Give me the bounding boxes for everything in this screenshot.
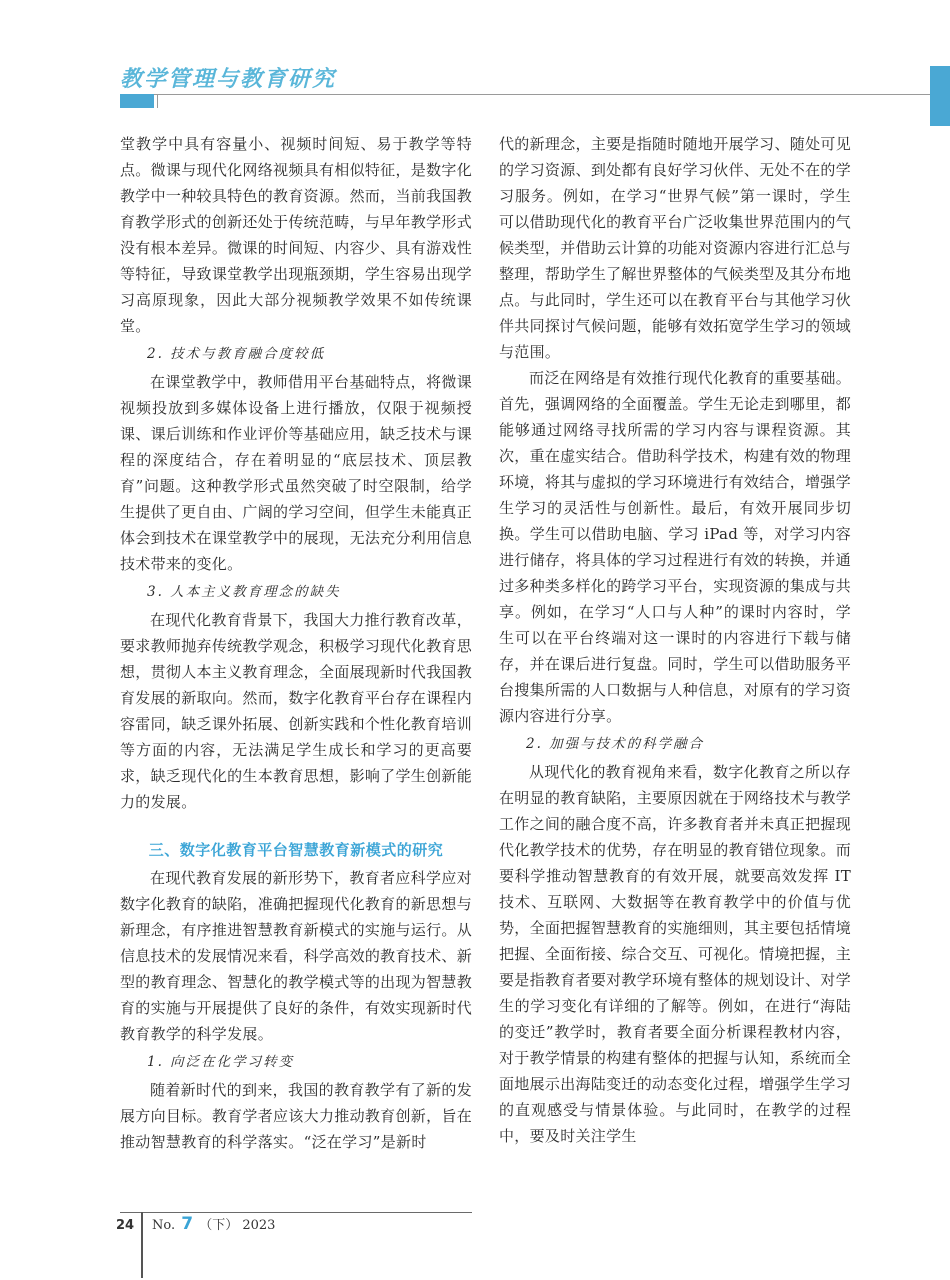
header-divider-stub bbox=[157, 94, 158, 108]
left-column bbox=[120, 131, 472, 1155]
paragraph: 从现代化的教育视角来看，数字化教育之所以存在明显的教育缺陷，主要原因就在于网络技术与教学工作之间的融合度不高，许多教育者并未真正把握现代化教学技术的优势，存在明显的教育错位现象。而要科学推动智慧教育的有效开展，就要高效发挥 IT 技术、互联网、大数据等在教育教学中的价值与优势，全面把握智慧教育的实施细则，其主要包括情境把握、全面衔接、综合交互、可视化。情境把握，主要是指教育者要对教学环境有整体的规划设计、对学生的学习变化有详细的了解等。例如，在进行“海陆的变迁”教学时，教育者要全面分析课程教材内容，对于教学情景的构建有整体的把握与认知，系统而全面地展示出海陆变迁的动态变化过程，增强学生学习的直观感受与情景体验。与此同时，在教学的过程中，要及时关注学生 bbox=[499, 763, 851, 1145]
paragraph: 随着新时代的到来，我国的教育教学有了新的发展方向目标。教育学者应该大力推动教育创新，旨在推动智慧教育的科学落实。“泛在学习”是新时 bbox=[120, 1081, 472, 1151]
paragraph: 在现代教育发展的新形势下，教育者应科学应对数字化教育的缺陷，准确把握现代化教育的新思想与新理念，有序推进智慧教育新模式的实施与运行。从信息技术的发展情况来看，科学高效的教育技术、新型的教育理念、智慧化的教学模式等的出现为智慧教育的实施与开展提供了良好的条件，有效实现新时代教育教学的科学发展。 bbox=[120, 869, 472, 1043]
footer-divider bbox=[141, 1212, 143, 1278]
side-accent-bar bbox=[930, 66, 950, 126]
right-column bbox=[499, 131, 851, 1149]
issue-prefix: No. bbox=[152, 1218, 176, 1233]
section-heading: 三、数字化教育平台智慧教育新模式的研究 bbox=[148, 841, 444, 859]
issue-suffix: （下） 2023 bbox=[199, 1218, 276, 1233]
issue-number: 7 bbox=[181, 1214, 194, 1234]
paragraph: 在课堂教学中，教师借用平台基础特点，将微课视频投放到多媒体设备上进行播放，仅限于视频授课、课后训练和作业评价等基础应用，缺乏技术与课程的深度结合，存在着明显的“底层技术、顶层教育”问题。这种教学形式虽然突破了时空限制，给学生提供了更自由、广阔的学习空间，但学生未能真正体会到技术在课堂教学中的展现，无法充分利用信息技术带来的变化。 bbox=[120, 373, 472, 573]
paragraph: 代的新理念，主要是指随时随地开展学习、随处可见的学习资源、到处都有良好学习伙伴、无处不在的学习服务。例如，在学习“世界气候”第一课时，学生可以借助现代化的教育平台广泛收集世界范围内的气候类型，并借助云计算的功能对资源内容进行汇总与整理，帮助学生了解世界整体的气候类型及其分布地点。与此同时，学生还可以在教育平台与其他学习伙伴共同探讨气候问题，能够有效拓宽学生学习的领域与范围。 bbox=[499, 135, 851, 361]
page-number: 24 bbox=[116, 1218, 135, 1233]
paragraph: 而泛在网络是有效推行现代化教育的重要基础。首先，强调网络的全面覆盖。学生无论走到哪里，都能够通过网络寻找所需的学习内容与课程资源。其次，重在虚实结合。借助科学技术，构建有效的物理环境，将其与虚拟的学习环境进行有效结合，增强学生学习的灵活性与创新性。最后，有效开展同步切换。学生可以借助电脑、学习 iPad 等，对学习内容进行储存，将具体的学习过程进行有效的转换，并通过多种类多样化的跨学习平台，实现资源的集成与共享。例如，在学习“人口与人种”的课时内容时，学生可以在平台终端对这一课时的内容进行下载与储存，并在课后进行复盘。同时，学生可以借助服务平台搜集所需的人口数据与人种信息，对原有的学习资源内容进行分享。 bbox=[499, 369, 851, 725]
journal-title: 教学管理与教育研究 bbox=[120, 67, 337, 92]
header-rule bbox=[120, 94, 950, 95]
subheading: 1. 向泛在化学习转变 bbox=[147, 1054, 295, 1070]
issue-info bbox=[152, 1214, 275, 1234]
paragraph: 在现代化教育背景下，我国大力推行教育改革，要求教师抛弃传统教学观念，积极学习现代化教育思想，贯彻人本主义教育理念，全面展现新时代我国教育发展的新取向。然而，数字化教育平台存在课程内容雷同，缺乏课外拓展、创新实践和个性化教育培训等方面的内容，无法满足学生成长和学习的更高要求，缺乏现代化的生本教育思想，影响了学生创新能力的发展。 bbox=[120, 611, 472, 811]
footer-rule bbox=[120, 1212, 472, 1213]
subheading: 3. 人本主义教育理念的缺失 bbox=[147, 584, 341, 600]
header-accent-block bbox=[120, 94, 154, 108]
subheading: 2. 技术与教育融合度较低 bbox=[147, 346, 326, 362]
subheading: 2. 加强与技术的科学融合 bbox=[526, 736, 705, 752]
paragraph: 堂教学中具有容量小、视频时间短、易于教学等特点。微课与现代化网络视频具有相似特征，是数字化教学中一种较具特色的教育资源。然而，当前我国教育教学形式的创新还处于传统范畴，与早年教学形式没有根本差异。微课的时间短、内容少、具有游戏性等特征，导致课堂教学出现瓶颈期，学生容易出现学习高原现象，因此大部分视频教学效果不如传统课堂。 bbox=[120, 135, 472, 335]
